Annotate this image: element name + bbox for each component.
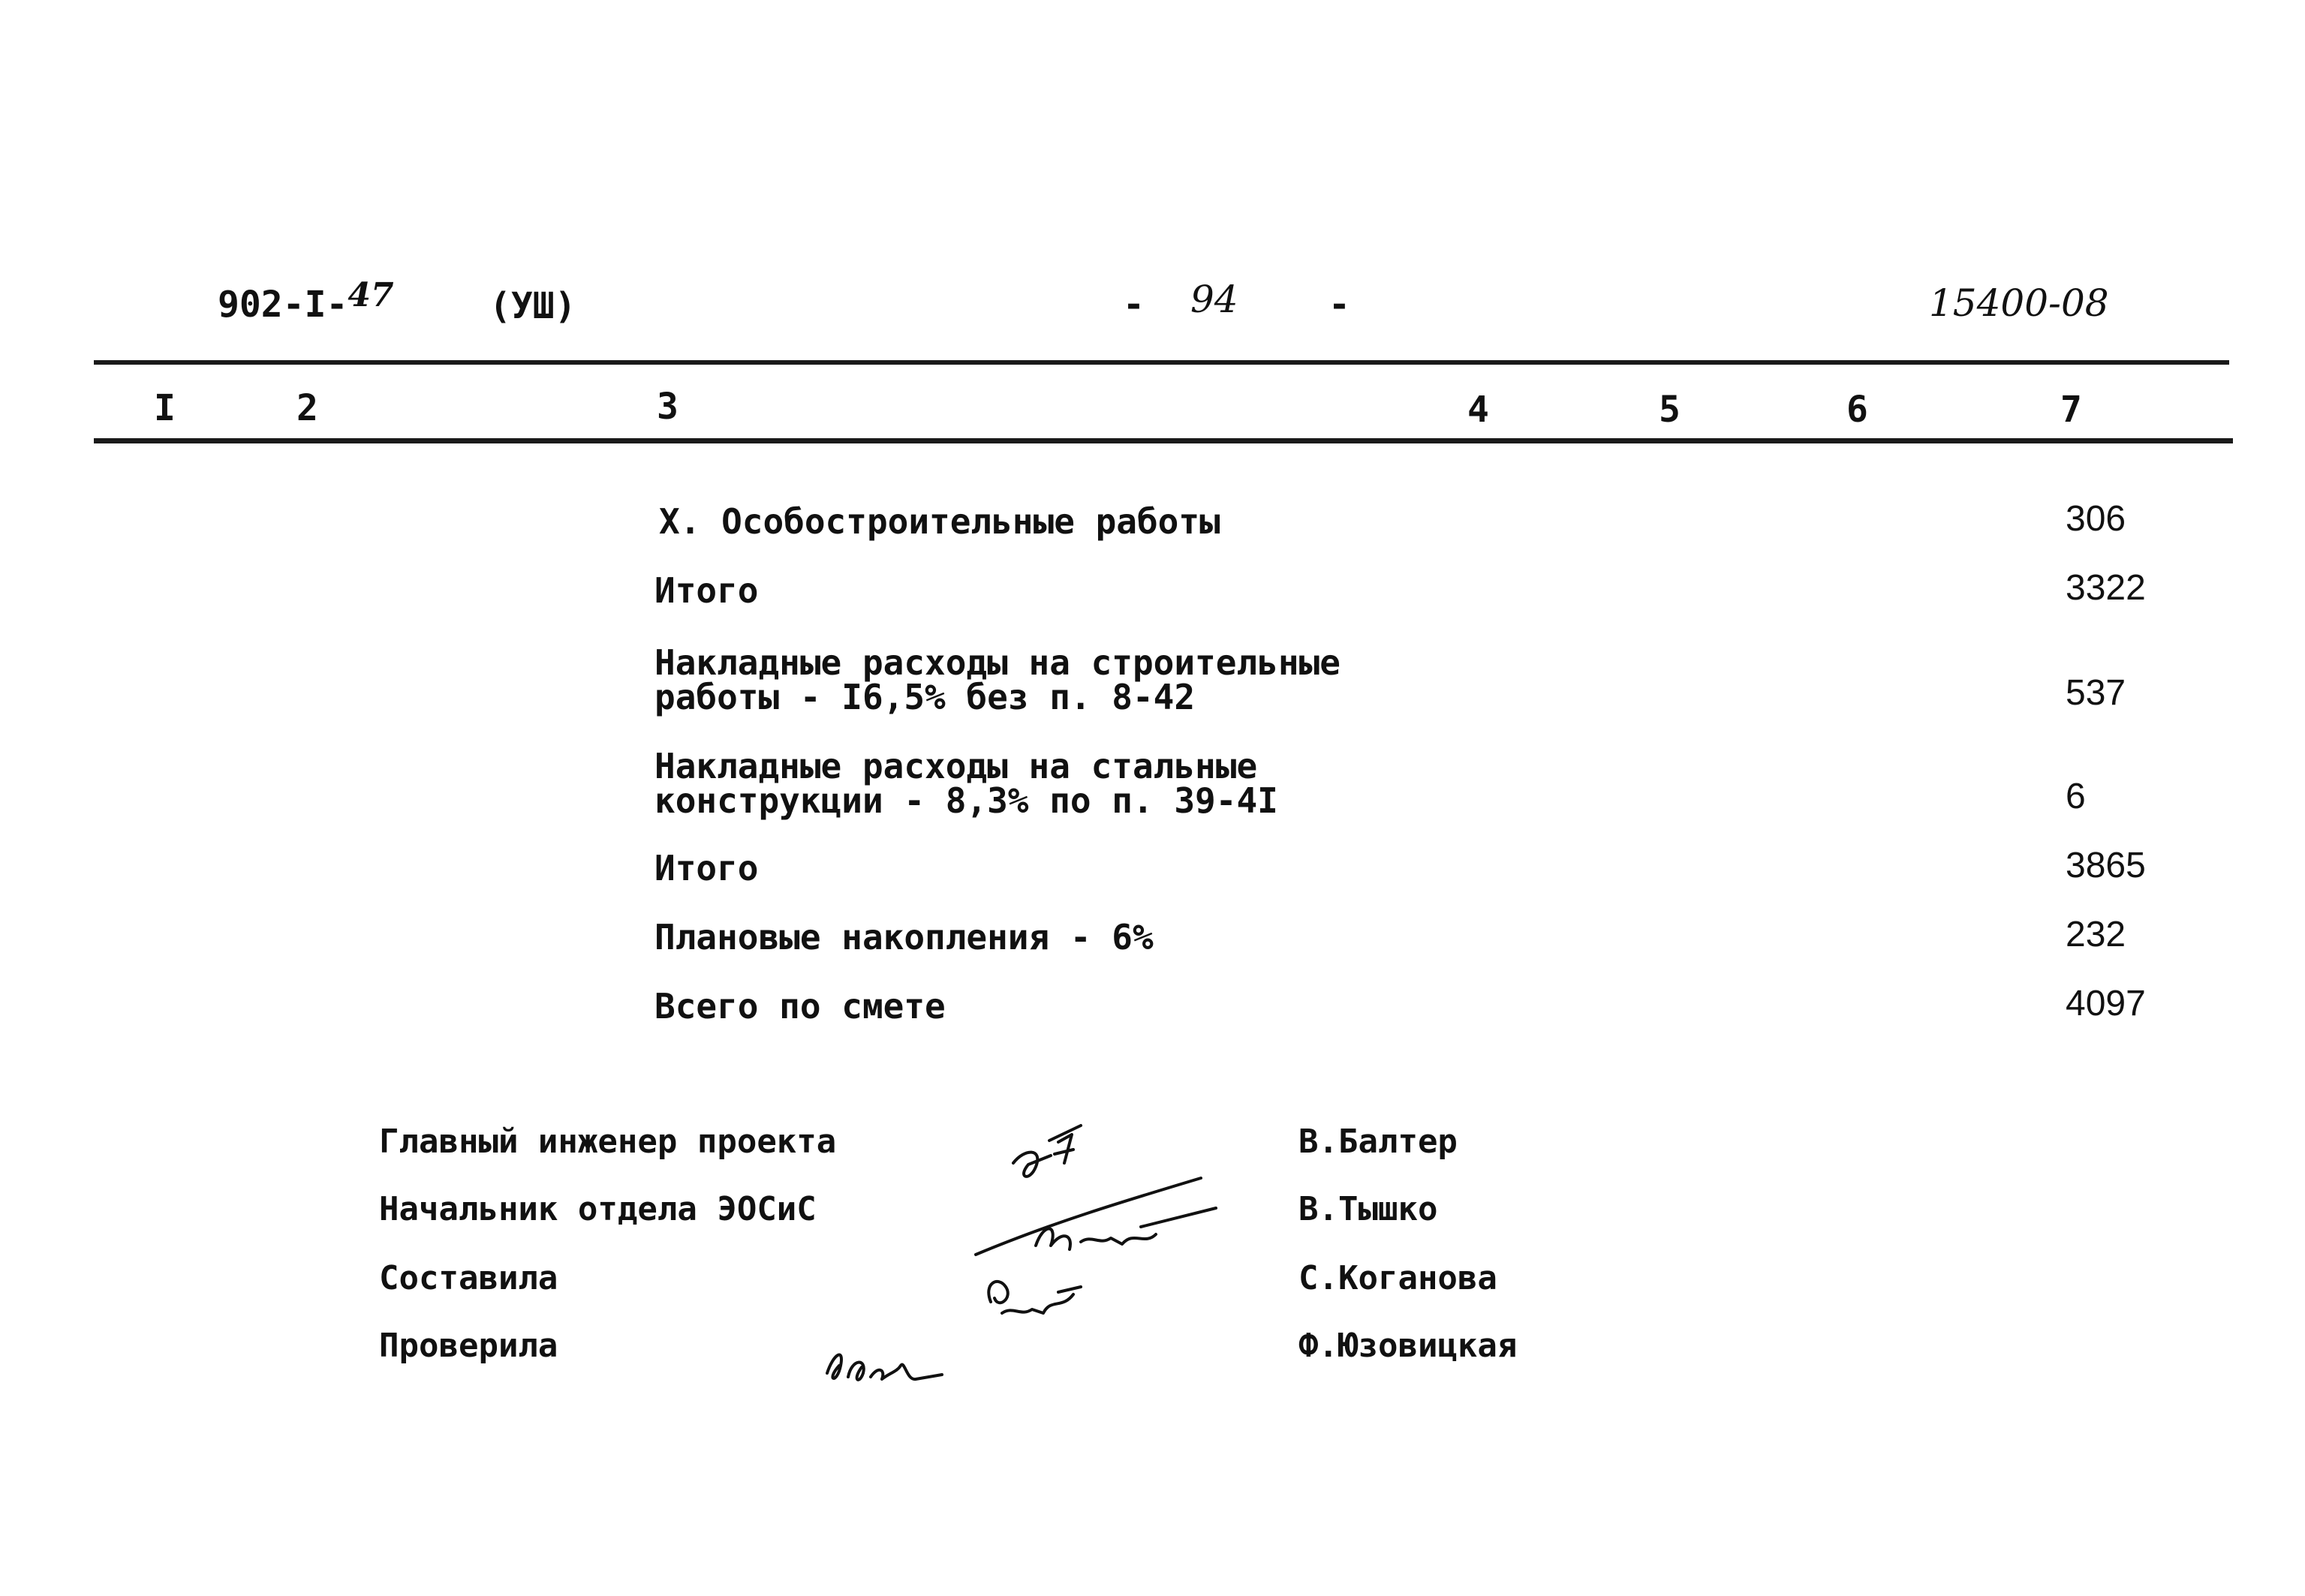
row-2-description: Итого xyxy=(654,570,759,611)
row-3-description-line-1: Накладные расходы на строительные xyxy=(654,642,1341,683)
handwritten-signatures xyxy=(961,1096,1246,1343)
row-1-value: 306 xyxy=(2066,499,2126,539)
signature-role-department-head: Начальник отдела ЭОСиС xyxy=(379,1190,817,1228)
row-5-value: 3865 xyxy=(2066,846,2146,885)
signature-role-checked-by: Проверила xyxy=(379,1327,558,1365)
row-2-value: 3322 xyxy=(2066,568,2146,608)
row-4-description-line-1: Накладные расходы на стальные xyxy=(654,746,1258,786)
signature-name-checked-by: Ф.Юзовицкая xyxy=(1298,1327,1518,1365)
document-code-prefix: 902-I- xyxy=(218,284,348,326)
signature-role-chief-engineer: Главный инженер проекта xyxy=(379,1123,837,1161)
table-top-rule xyxy=(94,360,2229,365)
column-number-5: 5 xyxy=(1659,389,1681,431)
signature-name-department-head: В.Тышко xyxy=(1298,1190,1438,1228)
signature-mark-1 xyxy=(1013,1126,1081,1177)
row-1-description: X. Особостроительные работы xyxy=(659,501,1220,542)
row-4-value: 6 xyxy=(2066,777,2086,816)
section-number: (УШ) xyxy=(489,285,576,327)
signature-mark-4 xyxy=(827,1355,942,1380)
column-number-7: 7 xyxy=(2060,389,2082,431)
signature-mark-2 xyxy=(976,1178,1216,1255)
signature-name-compiled-by: С.Коганова xyxy=(1298,1259,1497,1297)
row-7-description: Всего по смете xyxy=(654,986,946,1026)
document-code xyxy=(218,276,394,326)
row-7-value: 4097 xyxy=(2066,984,2146,1023)
signature-role-compiled-by: Составила xyxy=(379,1259,558,1297)
column-number-1: I xyxy=(154,387,176,429)
page-number: 94 xyxy=(1190,278,1238,321)
document-code-handwritten: 47 xyxy=(348,276,394,314)
row-6-description: Плановые накопления - 6% xyxy=(654,917,1154,957)
row-4-description-line-2: конструкции - 8,3% по п. 39-4I xyxy=(654,780,1278,821)
row-6-value: 232 xyxy=(2066,915,2126,954)
row-5-description: Итого xyxy=(654,848,759,888)
row-3-description-line-2: работы - I6,5% без п. 8-42 xyxy=(654,677,1196,717)
column-number-3: 3 xyxy=(657,386,679,428)
table-header-rule xyxy=(94,438,2233,443)
column-number-6: 6 xyxy=(1846,389,1868,431)
handwritten-signature-checker xyxy=(818,1313,953,1396)
project-number: 15400-08 xyxy=(1929,281,2109,325)
column-number-4: 4 xyxy=(1467,389,1489,431)
row-3-value: 537 xyxy=(2066,673,2126,713)
column-number-2: 2 xyxy=(296,387,318,429)
page-dash-right: - xyxy=(1329,284,1350,326)
page-dash-left: - xyxy=(1123,284,1145,326)
signature-name-chief-engineer: В.Балтер xyxy=(1298,1123,1458,1161)
signature-mark-3 xyxy=(989,1282,1081,1313)
